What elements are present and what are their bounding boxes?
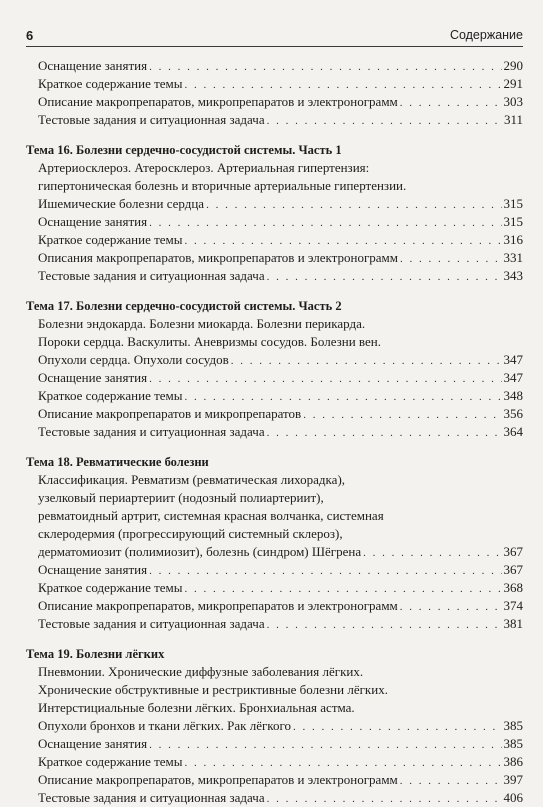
dot-leader [185, 580, 502, 597]
toc-entry[interactable] [26, 93, 523, 111]
toc-entry-title: Описание макропрепаратов, микропрепаратов и электронограмм [38, 94, 398, 109]
topic-description-line: Пневмонии. Хронические диффузные заболевания лёгких. [38, 664, 364, 679]
toc-entry-title: Описание макропрепаратов, микропрепаратов и электронограмм [38, 772, 398, 787]
toc-entry[interactable] [26, 249, 523, 267]
dot-leader [267, 790, 502, 807]
toc-entry[interactable] [26, 423, 523, 441]
toc-entry[interactable] [26, 57, 523, 75]
toc-entry-title: Оснащение занятия [38, 736, 148, 751]
topic-description-line: Классификация. Ревматизм (ревматическая лихорадка), [38, 472, 346, 487]
toc-entry[interactable] [26, 405, 523, 423]
toc-entry-page: 343 [503, 268, 523, 283]
toc-entry-title: Тестовые задания и ситуационная задача [38, 616, 265, 631]
topic-heading: Тема 18. Ревматические болезни [26, 455, 209, 469]
toc-entry-page: 291 [503, 76, 523, 91]
dot-leader [267, 268, 502, 285]
toc-entry-page: 348 [503, 388, 523, 403]
toc-entry[interactable] [26, 717, 523, 735]
toc-entry-page: 311 [503, 112, 523, 127]
toc-entry-page: 397 [503, 772, 523, 787]
toc-entry-page: 331 [503, 250, 523, 265]
dot-leader [267, 616, 502, 633]
toc-entry-title: Оснащение занятия [38, 562, 148, 577]
toc-entry-page: 368 [503, 580, 523, 595]
toc-entry-title: Описание макропрепаратов, микропрепаратов и электронограмм [38, 598, 398, 613]
toc-entry-title: Тестовые задания и ситуационная задача [38, 790, 265, 805]
toc-entry[interactable] [26, 615, 523, 633]
dot-leader [149, 214, 501, 231]
page-header [26, 26, 523, 47]
dot-leader [363, 544, 501, 561]
toc-entry-title: Тестовые задания и ситуационная задача [38, 268, 265, 283]
toc-entry[interactable] [26, 597, 523, 615]
toc-entry-title: Оснащение занятия [38, 58, 148, 73]
toc-entry-title: Краткое содержание темы [38, 388, 183, 403]
dot-leader [400, 772, 502, 789]
toc-entry-page: 303 [503, 94, 523, 109]
topic-description-line: узелковый периартериит (нодозный полиартериит), [38, 490, 324, 505]
toc-entry[interactable] [26, 351, 523, 369]
toc-entry-title: Оснащение занятия [38, 214, 148, 229]
dot-leader [185, 754, 502, 771]
toc-entry-page: 386 [503, 754, 523, 769]
toc-entry[interactable] [26, 387, 523, 405]
dot-leader [303, 406, 501, 423]
toc-entry-page: 374 [503, 598, 523, 613]
dot-leader [185, 232, 502, 249]
toc-entry-page: 385 [503, 736, 523, 751]
dot-leader [149, 58, 501, 75]
toc-entry[interactable] [26, 369, 523, 387]
toc-entry-page: 315 [503, 196, 523, 211]
toc-entry[interactable] [26, 75, 523, 93]
toc-entry[interactable] [26, 267, 523, 285]
toc-entry-title: Тестовые задания и ситуационная задача [38, 112, 265, 127]
toc-entry-title: дерматомиозит (полимиозит), болезнь (синдром) Шёгрена [38, 544, 362, 559]
topic-description-line: Болезни эндокарда. Болезни миокарда. Болезни перикарда. [38, 316, 366, 331]
toc-entry[interactable] [26, 753, 523, 771]
toc-entry-title: Краткое содержание темы [38, 580, 183, 595]
toc-entry-title: Краткое содержание темы [38, 232, 183, 247]
toc-entry-page: 347 [503, 352, 523, 367]
toc-entry-page: 364 [503, 424, 523, 439]
dot-leader [149, 370, 501, 387]
toc-entry[interactable] [26, 231, 523, 249]
toc-entry-title: Описание макропрепаратов и микропрепаратов [38, 406, 302, 421]
toc-entry-page: 347 [503, 370, 523, 385]
toc-entry[interactable] [26, 561, 523, 579]
topic-description-line: склеродермия (прогрессирующий системный склероз), [38, 526, 343, 541]
toc-entry[interactable] [26, 543, 523, 561]
toc-entry-title: Описания макропрепаратов, микропрепаратов и электронограмм [38, 250, 398, 265]
toc-entry[interactable] [26, 789, 523, 807]
dot-leader [267, 424, 502, 441]
table-of-contents [26, 57, 523, 807]
dot-leader [400, 598, 502, 615]
toc-entry[interactable] [26, 213, 523, 231]
topic-description-line: Хронические обструктивные и рестриктивные болезни лёгких. [38, 682, 388, 697]
dot-leader [185, 388, 502, 405]
toc-entry-title: Опухоли сердца. Опухоли сосудов [38, 352, 229, 367]
toc-entry[interactable] [26, 579, 523, 597]
dot-leader [400, 250, 502, 267]
toc-entry-page: 406 [503, 790, 523, 805]
toc-entry-title: Краткое содержание темы [38, 754, 183, 769]
dot-leader [149, 562, 501, 579]
toc-entry[interactable] [26, 735, 523, 753]
dot-leader [400, 94, 502, 111]
toc-entry-page: 385 [503, 718, 523, 733]
toc-entry[interactable] [26, 195, 523, 213]
topic-description-line: Интерстициальные болезни лёгких. Бронхиальная астма. [38, 700, 355, 715]
toc-entry-title: Опухоли бронхов и ткани лёгких. Рак лёгкого [38, 718, 291, 733]
toc-entry-title: Краткое содержание темы [38, 76, 183, 91]
topic-description-line: гипертоническая болезнь и вторичные артериальные гипертензии. [38, 178, 407, 193]
dot-leader [206, 196, 501, 213]
toc-entry-title: Тестовые задания и ситуационная задача [38, 424, 265, 439]
toc-entry[interactable] [26, 111, 523, 129]
dot-leader [293, 718, 502, 735]
dot-leader [185, 76, 502, 93]
dot-leader [149, 736, 501, 753]
toc-entry-page: 290 [503, 58, 523, 73]
section-title: Содержание [449, 28, 523, 42]
toc-entry-page: 367 [503, 562, 523, 577]
topic-heading: Тема 17. Болезни сердечно-сосудистой системы. Часть 2 [26, 299, 342, 313]
toc-entry-page: 367 [503, 544, 523, 559]
topic-description-line: ревматоидный артрит, системная красная волчанка, системная [38, 508, 384, 523]
page-number: 6 [26, 28, 34, 43]
toc-entry-page: 315 [503, 214, 523, 229]
topic-heading: Тема 16. Болезни сердечно-сосудистой системы. Часть 1 [26, 143, 342, 157]
toc-entry-page: 316 [503, 232, 523, 247]
topic-description-line: Пороки сердца. Васкулиты. Аневризмы сосудов. Болезни вен. [38, 334, 381, 349]
dot-leader [231, 352, 502, 369]
topic-heading: Тема 19. Болезни лёгких [26, 647, 165, 661]
toc-entry[interactable] [26, 771, 523, 789]
toc-entry-title: Оснащение занятия [38, 370, 148, 385]
dot-leader [267, 112, 502, 129]
toc-entry-page: 356 [503, 406, 523, 421]
topic-description-line: Артериосклероз. Атеросклероз. Артериальная гипертензия: [38, 160, 370, 175]
toc-entry-title: Ишемические болезни сердца [38, 196, 205, 211]
toc-entry-page: 381 [503, 616, 523, 631]
